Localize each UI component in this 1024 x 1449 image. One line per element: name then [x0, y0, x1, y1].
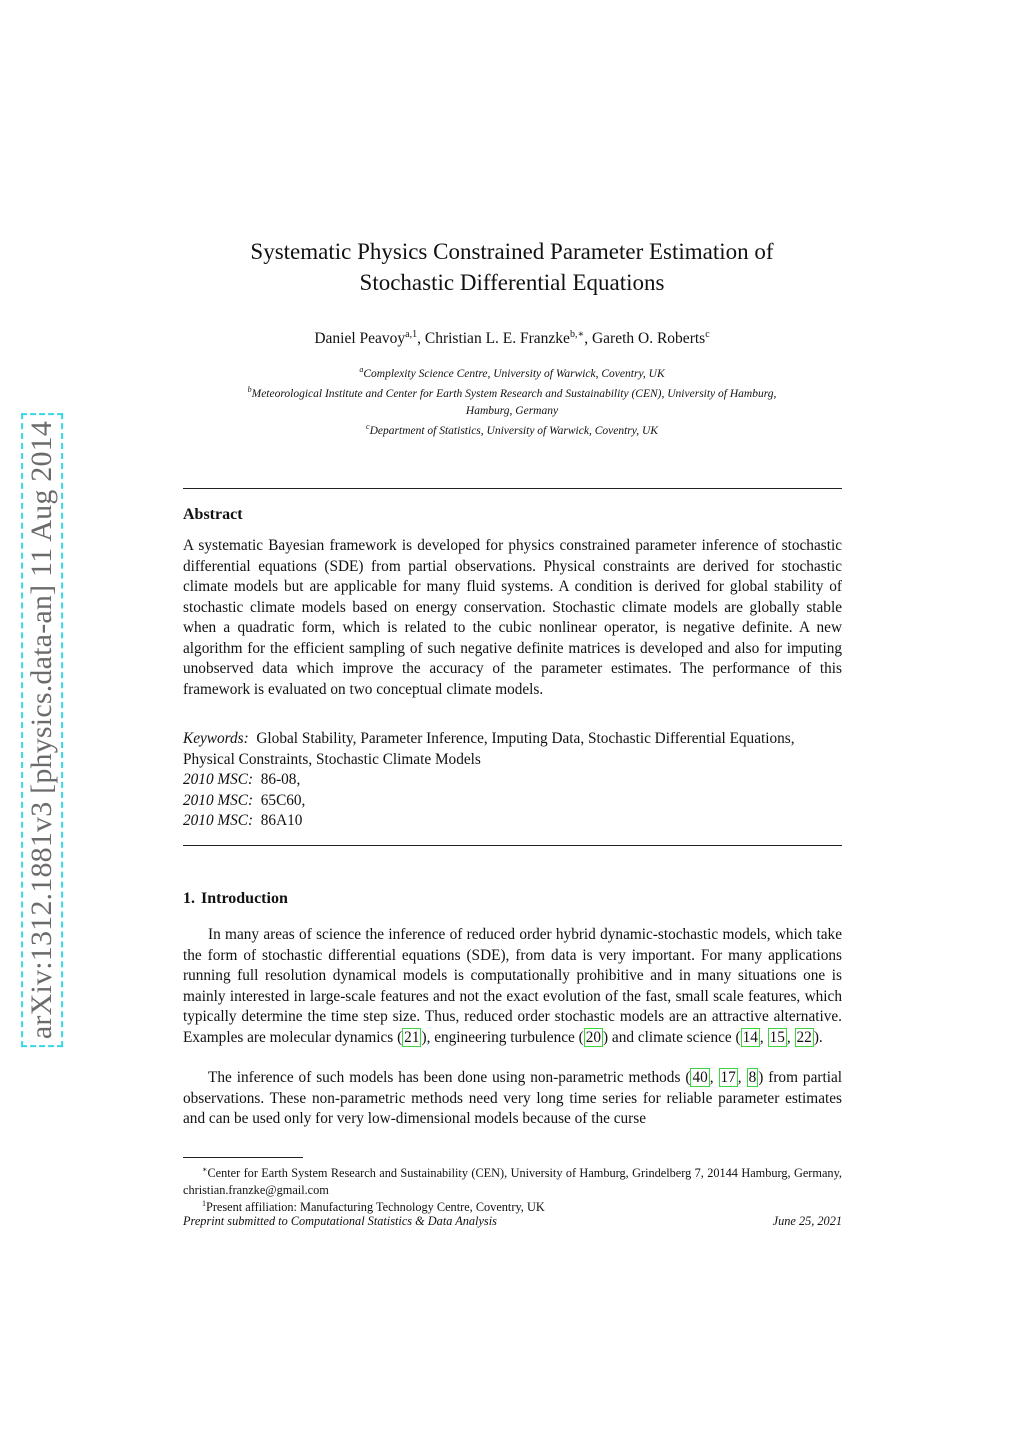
title-line-1: Systematic Physics Constrained Parameter Estimation of [250, 239, 774, 264]
msc-line: 2010 MSC: 65C60, [183, 791, 306, 809]
footnote-corresponding-author: ∗Center for Earth System Research and Sustainability (CEN), University of Hamburg, Grindelberg 7, 20144 Hamburg, Germany, christian.franzke@gmail.com [183, 1165, 842, 1198]
keywords-block [183, 729, 842, 832]
footnote-present-affiliation: $^1$Present affiliation: Manufacturing Technology Centre, Coventry, UK [202, 1199, 545, 1215]
citation-link[interactable]: 15 [769, 1028, 785, 1046]
keywords-text: Global Stability, Parameter Inference, Imputing Data, Stochastic Differential Equations, Physical Constraints, Stochastic Climate Models [183, 730, 795, 768]
citation-link[interactable]: 22 [796, 1028, 812, 1046]
section-title: Introduction [201, 890, 288, 907]
msc-line: 2010 MSC: 86A10 [183, 812, 303, 829]
intro-paragraph-1: In many areas of science the inference of reduced order hybrid dynamic-stochastic models, which take the form of stochastic differential equations (SDE), from data is very important. For many applications running full resolution dynamical models is computationally prohibitive and in many situations one is mainly interested in large-scale features and not the exact evolution of the fast, small scale features, which typically determine the time step size. Thus, reduced order stochastic models are an attractive alternative. Examples are molecular dynamics ( 21 ), engineering turbulence ( 20 ) and climate science ( 14 , 15 , 22 ). [183, 926, 842, 1046]
arxiv-side-stamp [22, 372, 62, 1088]
author-list: Daniel Peavoy$^{a,1}$, Christian L. E. Franzke$^{b,∗}$, Gareth O. Roberts$^c$ [314, 329, 710, 348]
abstract-top-rule [183, 488, 842, 489]
citation-link[interactable]: 40 [692, 1069, 708, 1086]
citation-link[interactable]: 8 [748, 1069, 757, 1086]
preprint-note: Preprint submitted to Computational Statistics & Data Analysis [183, 1214, 497, 1228]
author-affil-mark: a,1 [405, 329, 418, 340]
affiliation-line: $^b$Meteorological Institute and Center for Earth System Research and Sustainability (CEN), University of Hamburg, [247, 385, 777, 401]
section-heading-introduction [183, 890, 288, 908]
affiliation-line: $^a$Complexity Science Centre, University of Warwick, Coventry, UK [359, 365, 665, 380]
affiliation-line: Hamburg, Germany [465, 404, 559, 417]
citation-link[interactable]: 20 [585, 1028, 602, 1046]
author-name: Gareth O. Roberts [591, 330, 706, 348]
msc-line: 2010 MSC: 86-08, [183, 771, 301, 788]
footnote-rule [183, 1157, 303, 1158]
abstract-bottom-rule [183, 845, 842, 846]
citation-link[interactable]: 14 [742, 1028, 758, 1046]
intro-paragraph-2: The inference of such models has been done using non-parametric methods ( 40 , 17 , 8 ) from partial observations. These non-parametric methods need very long time series for reliable parameter estimates and can be used only for very low-dimensional models because of the curse [183, 1069, 842, 1127]
keywords-label: Keywords: [183, 730, 249, 747]
abstract-text: A systematic Bayesian framework is developed for physics constrained parameter inference of stochastic differential equations (SDE) from partial observations. Physical constraints are derived for stochastic climate models but are applicable for many fluid systems. A condition is derived for global stability of stochastic climate models based on energy conservation. Stochastic climate models are globally stable when a quadratic form, which is related to the cubic nonlinear operator, is negative definite. A new algorithm for the efficient sampling of such negative definite matrices is developed and also for imputing unobserved data which improve the accuracy of the parameter estimates. The performance of this framework is evaluated on two conceptual climate models. [183, 537, 842, 698]
author-affil-mark: c [705, 329, 710, 340]
arxiv-identifier[interactable]: arXiv:1312.1881v3 [physics.data-an] 11 Aug 2014 [21, 413, 63, 1047]
section-number: 1. [183, 890, 195, 907]
author-affil-mark: b,∗ [569, 329, 585, 340]
affiliation-line: $^c$Department of Statistics, University of Warwick, Coventry, UK [366, 422, 658, 437]
author-name: Daniel Peavoy [314, 330, 406, 348]
citation-link[interactable]: 21 [404, 1028, 420, 1046]
abstract-heading: Abstract [183, 506, 243, 523]
preprint-date: June 25, 2021 [772, 1214, 842, 1228]
paper-title [150, 236, 874, 298]
author-name: Christian L. E. Franzke [424, 330, 570, 348]
citation-link[interactable]: 17 [720, 1069, 736, 1086]
title-line-2: Stochastic Differential Equations [359, 270, 665, 295]
affiliations [150, 362, 874, 439]
